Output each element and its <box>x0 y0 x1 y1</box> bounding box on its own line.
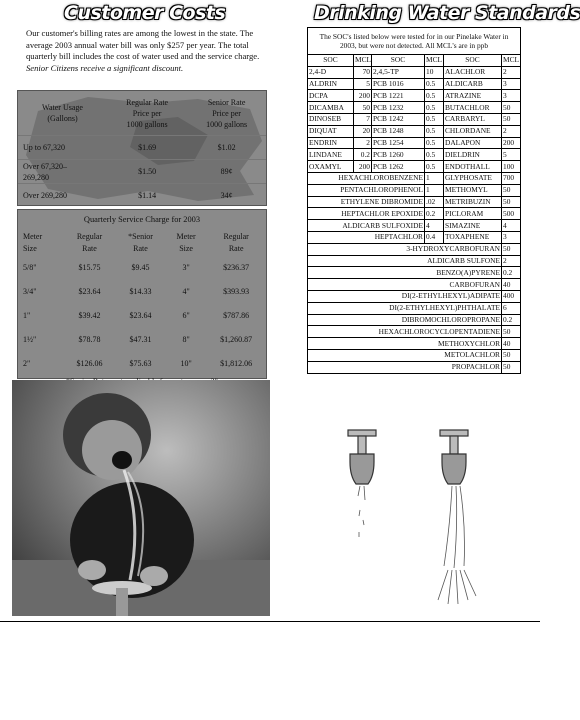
soc-row <box>308 125 521 137</box>
soc-cell: 0.4 <box>425 231 444 243</box>
soc-cell: .02 <box>425 196 444 208</box>
rates-header-regular: Regular Rate Price per 1000 gallons <box>126 97 169 129</box>
soc-cell: SIMAZINE <box>444 220 502 232</box>
soc-cell: CHLORDANE <box>444 125 502 137</box>
soc-row <box>308 90 521 102</box>
soc-cell: 50 <box>502 113 521 125</box>
soc-cell: ALDICARB SULFOXIDE <box>308 220 425 232</box>
soc-cell: PCB 1248 <box>372 125 425 137</box>
rates-row <box>18 136 266 160</box>
soc-cell: 70 <box>354 66 372 78</box>
soc-cell: PICLORAM <box>444 208 502 220</box>
soc-cell: CARBARYL <box>444 113 502 125</box>
soc-cell: SOC <box>444 55 502 67</box>
soc-cell: 2,4,5-TP <box>372 66 425 78</box>
soc-cell: 7 <box>354 113 372 125</box>
soc-cell: HEXACHLOROBENZENE <box>308 172 425 184</box>
quarterly-title: Quarterly Service Charge for 2003 <box>83 215 201 224</box>
drinking-water-standards-heading: Drinking Water Standards <box>314 2 580 24</box>
quarterly-grid <box>18 231 266 375</box>
soc-cell: 50 <box>502 361 521 373</box>
soc-cell: PROPACHLOR <box>308 361 502 373</box>
soc-cell: 4 <box>425 220 444 232</box>
soc-cell: 5 <box>354 78 372 90</box>
soc-cell: BUTACHLOR <box>444 102 502 114</box>
soc-cell: DI(2-ETHYLHEXYL)ADIPATE <box>308 290 502 302</box>
rates-cell: $1.14 <box>107 184 187 208</box>
soc-cell: 2 <box>354 137 372 149</box>
soc-cell: METOLACHLOR <box>308 349 502 361</box>
soc-cell: SOC <box>308 55 354 67</box>
soc-row <box>308 102 521 114</box>
quarterly-cell: 1½" <box>23 334 37 344</box>
quarterly-cell: $15.75 <box>78 262 101 272</box>
quarterly-cell: $1,260.87 <box>220 334 253 344</box>
quarterly-cell: 8" <box>182 334 190 344</box>
quarterly-header-cell: Meter Size <box>176 232 196 253</box>
soc-note-row <box>308 28 521 55</box>
soc-cell: 3-HYDROXYCARBOFURAN <box>308 243 502 255</box>
quarterly-cell: $236.37 <box>223 262 250 272</box>
soc-row <box>308 66 521 78</box>
soc-cell: SOC <box>372 55 425 67</box>
quarterly-cell: $14.33 <box>129 286 152 296</box>
soc-cell: OXAMYL <box>308 161 354 173</box>
soc-cell: 0.5 <box>425 113 444 125</box>
soc-cell: 200 <box>354 90 372 102</box>
quarterly-cell: $23.64 <box>129 310 152 320</box>
soc-cell: 50 <box>502 196 521 208</box>
rates-row <box>18 184 266 208</box>
rates-header-usage: Water Usage (Gallons) <box>42 103 83 123</box>
page-divider <box>0 621 540 622</box>
soc-cell: 50 <box>354 102 372 114</box>
soc-cell: 0.2 <box>354 149 372 161</box>
soc-cell: 700 <box>502 172 521 184</box>
soc-cell: DCPA <box>308 90 354 102</box>
soc-row <box>308 349 521 361</box>
soc-cell: ENDOTHALL <box>444 161 502 173</box>
quarterly-cell: $47.31 <box>129 334 152 344</box>
quarterly-cell: 2" <box>23 358 31 368</box>
soc-cell: ALDICARB <box>444 78 502 90</box>
soc-cell: HEPTACHLOR <box>308 231 425 243</box>
soc-row <box>308 267 521 279</box>
soc-cell: METHOXYCHLOR <box>308 338 502 350</box>
soc-cell: 50 <box>502 184 521 196</box>
soc-cell: 100 <box>502 161 521 173</box>
soc-cell: DIELDRIN <box>444 149 502 161</box>
soc-cell: 1 <box>425 172 444 184</box>
soc-cell: 50 <box>502 326 521 338</box>
soc-row <box>308 196 521 208</box>
soc-cell: DINOSEB <box>308 113 354 125</box>
soc-cell: 4 <box>502 220 521 232</box>
rates-grid <box>18 91 266 207</box>
soc-cell: 0.5 <box>425 137 444 149</box>
soc-cell: 3 <box>502 78 521 90</box>
soc-cell: BENZO(A)PYRENE <box>308 267 502 279</box>
soc-cell: 500 <box>502 208 521 220</box>
soc-cell: PENTACHLOROPHENOL <box>308 184 425 196</box>
soc-cell: ALDICARB SULFONE <box>308 255 502 267</box>
rates-cell: $1.02 <box>187 136 266 160</box>
quarterly-header-cell: Meter Size <box>23 232 43 253</box>
soc-cell: 2 <box>502 125 521 137</box>
soc-row <box>308 184 521 196</box>
quarterly-row <box>18 279 266 303</box>
soc-cell: CARBOFURAN <box>308 279 502 291</box>
quarterly-cell: 3" <box>182 262 190 272</box>
soc-row <box>308 137 521 149</box>
quarterly-header-cell: Regular Rate <box>76 232 103 253</box>
soc-row <box>308 78 521 90</box>
rates-row <box>18 160 266 184</box>
soc-row <box>308 279 521 291</box>
soc-cell: METRIBUZIN <box>444 196 502 208</box>
soc-row <box>308 314 521 326</box>
soc-cell: ENDRIN <box>308 137 354 149</box>
soc-cell: 5 <box>502 149 521 161</box>
quarterly-header-cell: Regular Rate <box>223 232 249 253</box>
quarterly-service-charge-table <box>17 209 267 379</box>
soc-cell: DI(2-ETHYLHEXYL)PHTHALATE <box>308 302 502 314</box>
soc-cell: 0.5 <box>425 149 444 161</box>
soc-cell: 40 <box>502 338 521 350</box>
soc-cell: 3 <box>502 231 521 243</box>
soc-cell: PCB 1232 <box>372 102 425 114</box>
soc-cell: ATRAZINE <box>444 90 502 102</box>
soc-cell: MCL <box>426 55 443 65</box>
soc-cell: 50 <box>502 243 521 255</box>
soc-cell: The SOC's listed below were tested for in our Pinelake Water in 2003, but were not detected. All MCL's are in ppb <box>308 28 521 55</box>
rates-header-senior: Senior Rate Price per 1000 gallons <box>206 97 248 129</box>
rates-cell: 89¢ <box>187 160 266 184</box>
soc-cell: TOXAPHENE <box>444 231 502 243</box>
quarterly-row <box>18 255 266 279</box>
rates-cell: $1.50 <box>107 160 187 184</box>
soc-cell: HEXACHLOROCYCLOPENTADIENE <box>308 326 502 338</box>
soc-cell: PCB 1242 <box>372 113 425 125</box>
soc-row <box>308 55 521 67</box>
soc-cell: 0.5 <box>425 125 444 137</box>
quarterly-cell: 5/8" <box>23 262 37 272</box>
faucet-illustration <box>330 420 510 620</box>
soc-row <box>308 172 521 184</box>
soc-cell: 0.2 <box>502 267 521 279</box>
soc-cell: METHOMYL <box>444 184 502 196</box>
soc-cell: 6 <box>502 302 521 314</box>
soc-row <box>308 290 521 302</box>
quarterly-row <box>18 303 266 327</box>
quarterly-cell: $23.64 <box>78 286 101 296</box>
soc-cell: ALDRIN <box>308 78 354 90</box>
soc-cell: 2 <box>502 255 521 267</box>
soc-cell: 200 <box>502 137 521 149</box>
soc-row <box>308 231 521 243</box>
soc-contaminant-table <box>307 27 521 374</box>
intro-text: Our customer's billing rates are among the lowest in the state. The average 2003 annual water bill was only $257 per year. The total quarterly bill includes the cost of water used and the service charge. <box>26 28 260 61</box>
quarterly-cell: $126.06 <box>76 358 103 368</box>
soc-row <box>308 326 521 338</box>
soc-cell: 40 <box>502 279 521 291</box>
rates-cell: Over 67,320– 269,280 <box>18 160 107 184</box>
soc-cell: PCB 1016 <box>372 78 425 90</box>
soc-row <box>308 255 521 267</box>
soc-cell: 0.2 <box>502 314 521 326</box>
soc-cell: 200 <box>354 161 372 173</box>
customer-costs-heading: Customer Costs <box>64 2 226 24</box>
soc-cell: 0.5 <box>425 161 444 173</box>
soc-cell: 2 <box>502 66 521 78</box>
soc-cell: 2,4-D <box>308 66 354 78</box>
soc-row <box>308 113 521 125</box>
soc-row <box>308 208 521 220</box>
soc-cell: 400 <box>502 290 521 302</box>
soc-cell: 20 <box>354 125 372 137</box>
senior-discount-text: Senior Citizens receive a significant discount. <box>26 62 184 73</box>
soc-cell: PCB 1254 <box>372 137 425 149</box>
soc-row <box>308 161 521 173</box>
quarterly-cell: $39.42 <box>78 310 101 320</box>
rates-cell: Over 269,280 <box>18 184 107 208</box>
soc-cell: 1 <box>425 184 444 196</box>
soc-cell: MCL <box>503 55 520 65</box>
soc-row <box>308 361 521 373</box>
quarterly-cell: 6" <box>182 310 190 320</box>
quarterly-cell: $78.78 <box>78 334 101 344</box>
soc-cell: ETHYLENE DIBROMIDE <box>308 196 425 208</box>
quarterly-cell: $1,812.06 <box>220 358 253 368</box>
soc-cell: 0.5 <box>425 90 444 102</box>
rates-cell: Up to 67,320 <box>18 136 107 160</box>
quarterly-cell: 1" <box>23 310 31 320</box>
soc-row <box>308 302 521 314</box>
soc-cell: DIQUAT <box>308 125 354 137</box>
rates-cell: 34¢ <box>187 184 266 208</box>
billing-intro-paragraph <box>26 28 272 74</box>
soc-cell: GLYPHOSATE <box>444 172 502 184</box>
soc-row <box>308 338 521 350</box>
soc-cell: 0.2 <box>425 208 444 220</box>
soc-cell: 3 <box>502 90 521 102</box>
soc-row <box>308 220 521 232</box>
soc-cell: DICAMBA <box>308 102 354 114</box>
quarterly-cell: $787.86 <box>223 310 250 320</box>
soc-cell: DALAPON <box>444 137 502 149</box>
soc-cell: LINDANE <box>308 149 354 161</box>
quarterly-row <box>18 327 266 351</box>
soc-cell: 50 <box>502 102 521 114</box>
quarterly-cell: 4" <box>182 286 190 296</box>
soc-cell: 50 <box>502 349 521 361</box>
quarterly-cell: 10" <box>180 358 192 368</box>
quarterly-cell: $393.93 <box>223 286 250 296</box>
soc-cell: ALACHLOR <box>444 66 502 78</box>
soc-cell: 0.5 <box>425 102 444 114</box>
quarterly-cell: $9.45 <box>131 262 150 272</box>
quarterly-row <box>18 351 266 375</box>
rates-cell: $1.69 <box>107 136 187 160</box>
soc-row <box>308 243 521 255</box>
quarterly-header-cell: *Senior Rate <box>128 232 153 253</box>
water-rates-table <box>17 90 267 206</box>
soc-row <box>308 149 521 161</box>
child-drinking-fountain-photo <box>12 380 270 616</box>
soc-cell: PCB 1262 <box>372 161 425 173</box>
soc-cell: PCB 1260 <box>372 149 425 161</box>
quarterly-cell: 3/4" <box>23 286 37 296</box>
soc-cell: HEPTACHLOR EPOXIDE <box>308 208 425 220</box>
soc-cell: DIBROMOCHLOROPROPANE <box>308 314 502 326</box>
soc-cell: 0.5 <box>425 78 444 90</box>
soc-cell: PCB 1221 <box>372 90 425 102</box>
soc-cell: MCL <box>355 55 372 65</box>
soc-cell: 10 <box>425 66 444 78</box>
quarterly-cell: $75.63 <box>129 358 152 368</box>
